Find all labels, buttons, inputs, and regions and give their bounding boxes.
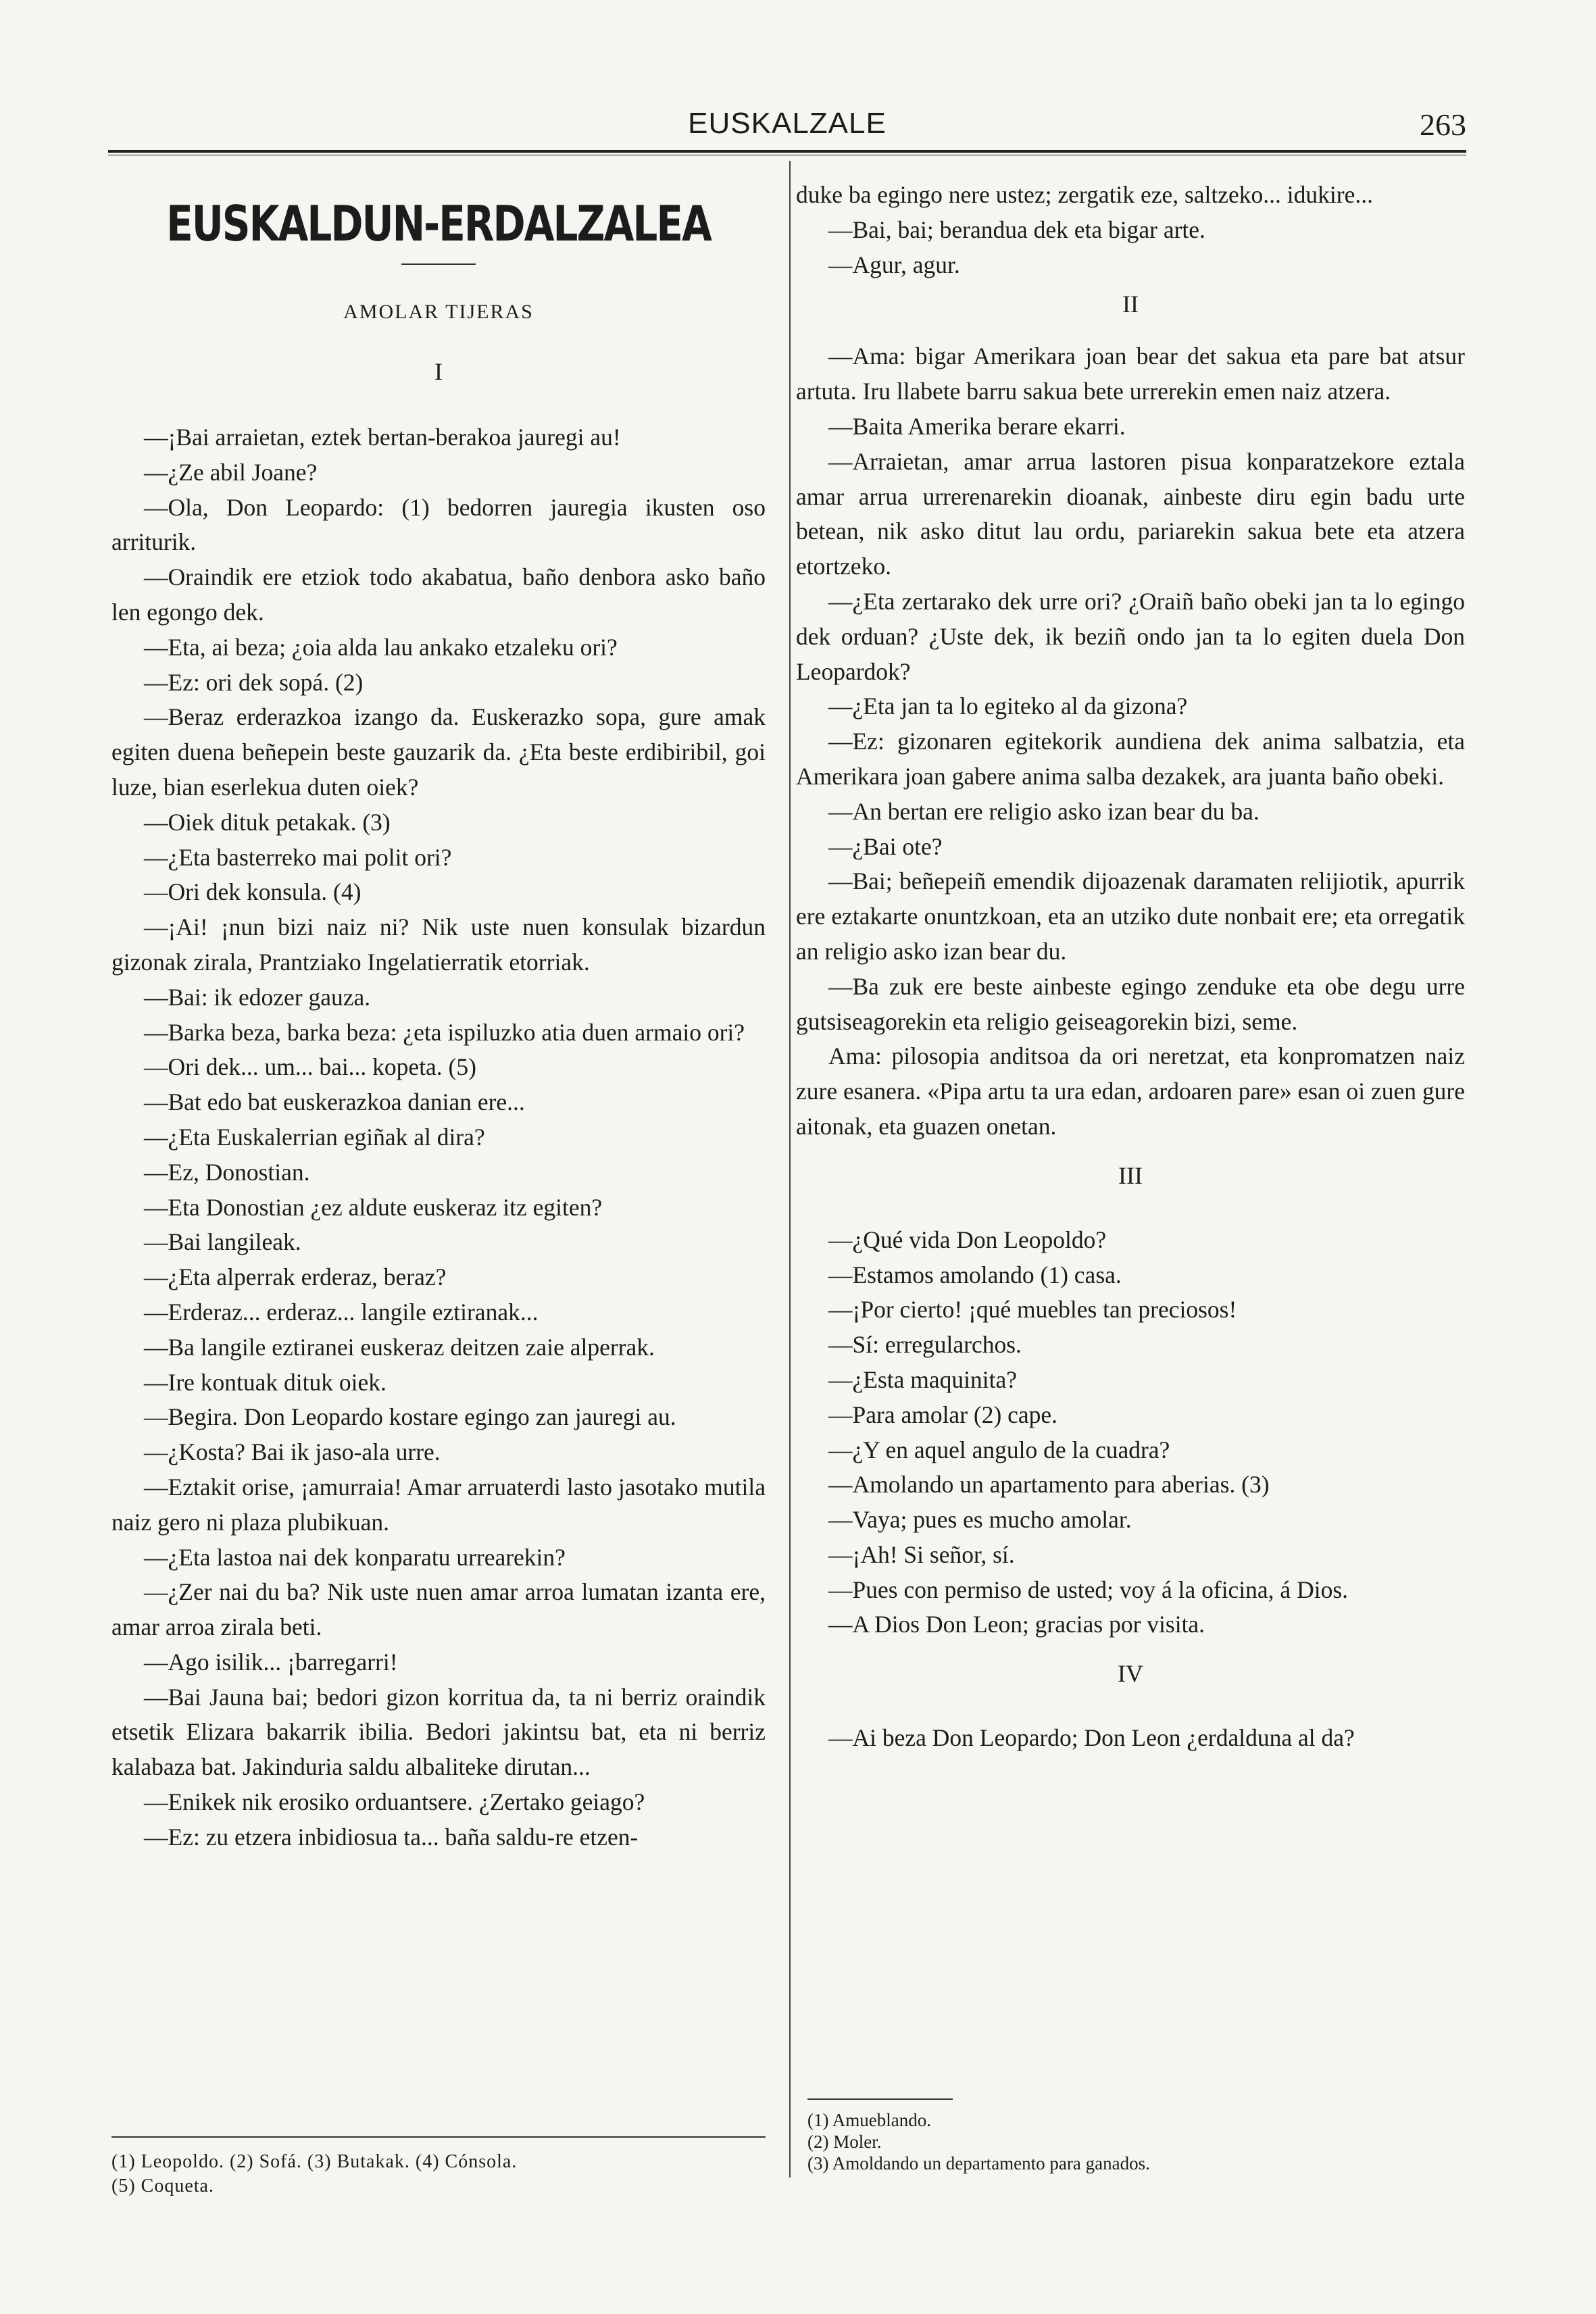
paragraph: —Bat edo bat euskerazkoa danian ere... (144, 1088, 525, 1116)
paragraph: —Eta Donostian ¿ez aldute euskeraz itz egiten? (144, 1193, 603, 1221)
paragraph: —¿Eta alperrak erderaz, beraz? (144, 1263, 447, 1291)
paragraph: —Eztakit orise, ¡amurraia! Amar arruaterdi lasto jasotako mutila naiz gero ni plaza plubikuan. (111, 1473, 766, 1536)
paragraph: —Amolando un apartamento para aberias. (3) (828, 1471, 1270, 1499)
paragraph: —¿Eta lastoa nai dek konparatu urrearekin? (144, 1543, 566, 1571)
paragraph: —¿Eta basterreko mai polit ori? (144, 843, 452, 871)
section-heading-2: II (1122, 291, 1139, 318)
left-paragraphs (111, 420, 766, 1855)
column-divider (789, 161, 791, 2178)
paragraph: —Barka beza, barka beza: ¿eta ispiluzko atia duen armaio ori? (144, 1018, 745, 1046)
left-footnotes (111, 2136, 766, 2198)
paragraph: —Ez: ori dek sopá. (2) (144, 668, 364, 696)
right-paragraphs-1 (796, 178, 1465, 282)
footnote-rule (807, 2098, 953, 2100)
paragraph: —Pues con permiso de usted; voy á la oficina, á Dios. (828, 1576, 1349, 1603)
right-paragraphs-3 (796, 1223, 1465, 1643)
section-heading-1: I (434, 358, 443, 385)
page-number: 263 (1420, 107, 1466, 142)
paragraph: —¿Eta zertarako dek urre ori? ¿Oraiñ baño obeki jan ta lo egingo dek orduan? ¿Uste dek, ik beziñ ondo jan ta lo egiten duela Don Leopardok? (796, 587, 1465, 685)
paragraph: —Erderaz... erderaz... langile eztiranak... (144, 1298, 539, 1326)
title-rule (401, 263, 476, 265)
paragraph: —¿Eta jan ta lo egiteko al da gizona? (828, 693, 1188, 720)
section-heading-4: IV (1118, 1660, 1143, 1688)
paragraph: —Ez: zu etzera inbidiosua ta... baña saldu-re etzen- (144, 1823, 639, 1851)
footnote-line: (3) Amoldando un departamento para ganados. (807, 2153, 1150, 2173)
paragraph: —Para amolar (2) cape. (828, 1401, 1058, 1428)
paragraph: —Oraindik ere etziok todo akabatua, baño denbora asko baño len egongo dek. (111, 563, 766, 626)
paragraph: —Beraz erderazkoa izango da. Euskerazko sopa, gure amak egiten duena beñepein beste gauzarik da. ¿Eta beste erdibiribil, goi luze, bian eserlekua duten oiek? (111, 703, 766, 801)
right-paragraphs-2 (796, 339, 1465, 1144)
paragraph: —¡Por cierto! ¡qué muebles tan preciosos! (828, 1296, 1237, 1324)
paragraph: —Ago isilik... ¡barregarri! (144, 1648, 398, 1676)
paragraph: —Oiek dituk petakak. (3) (144, 808, 391, 836)
paragraph: —Estamos amolando (1) casa. (828, 1261, 1122, 1288)
paragraph: —Ire kontuak dituk oiek. (144, 1368, 386, 1396)
footnote-line: (1) Amueblando. (807, 2110, 931, 2130)
byline: AMOLAR TIJERAS (343, 301, 534, 323)
paragraph: —¿Y en aquel angulo de la cuadra? (828, 1436, 1170, 1463)
paragraph: —¡Ah! Si señor, sí. (828, 1540, 1015, 1568)
paragraph: —Arraietan, amar arrua lastoren pisua konparatzekore eztala amar arrua urrerenarekin dioanak, ainbeste diru egin badu urte betean, nik asko ditut lau ordu, pariarekin sakua bete eta atzera etortzeko. (796, 447, 1465, 580)
paragraph: —Baita Amerika berare ekarri. (828, 412, 1126, 440)
left-column (111, 182, 766, 1855)
paragraph: —Ori dek... um... bai... kopeta. (5) (144, 1053, 476, 1081)
right-paragraphs-4 (796, 1721, 1465, 1756)
paragraph: duke ba egingo nere ustez; zergatik eze, saltzeko... idukire... (796, 181, 1373, 208)
paragraph: —A Dios Don Leon; gracias por visita. (828, 1611, 1205, 1638)
paragraph: —Ori dek konsula. (4) (144, 878, 361, 906)
running-title: EUSKALZALE (688, 107, 887, 140)
page-header (108, 107, 1466, 147)
paragraph: —Begira. Don Leopardo kostare egingo zan jauregi au. (144, 1403, 676, 1431)
footnote-line: (5) Coqueta. (111, 2175, 214, 2196)
paragraph: —Ba langile eztiranei euskeraz deitzen zaie alperrak. (144, 1333, 655, 1361)
paragraph: —¿Kosta? Bai ik jaso-ala urre. (144, 1438, 441, 1466)
paragraph: —Bai, bai; berandua dek eta bigar arte. (828, 216, 1205, 243)
paragraph: —Bai Jauna bai; bedori gizon korritua da, ta ni berriz oraindik etsetik Elizara bakarrik ibilia. Bedori jakintsu bat, eta ni berriz kalabaza bat. Jakinduria saldu albaliteke dirutan... (111, 1683, 766, 1781)
paragraph: —Enikek nik erosiko orduantsere. ¿Zertako geiago? (144, 1788, 645, 1816)
section-heading-3: III (1118, 1161, 1143, 1189)
paragraph: —Ez, Donostian. (144, 1158, 310, 1186)
paragraph: —Sí: erregularchos. (828, 1331, 1022, 1359)
paragraph: —¿Qué vida Don Leopoldo? (828, 1226, 1107, 1253)
paragraph: —¿Ze abil Joane? (144, 458, 318, 486)
footnote-line: (2) Moler. (807, 2132, 882, 2152)
right-footnotes (807, 2098, 1213, 2174)
paragraph: —Bai: ik edozer gauza. (144, 983, 371, 1011)
right-column (796, 178, 1465, 1756)
paragraph: —Ez: gizonaren egitekorik aundiena dek anima salbatzia, eta Amerikara joan gabere anima salba dezakek, ara juanta baño obeki. (796, 728, 1465, 790)
paragraph: —Eta, ai beza; ¿oia alda lau ankako etzaleku ori? (144, 633, 618, 661)
header-rule (108, 150, 1466, 155)
paragraph: —Ola, Don Leopardo: (1) bedorren jauregia ikusten oso arriturik. (111, 493, 766, 556)
article-title: EUSKALDUN-ERDALZALEA (166, 195, 711, 253)
paragraph: —Ai beza Don Leopardo; Don Leon ¿erdalduna al da? (828, 1724, 1355, 1752)
paragraph: —¿Esta maquinita? (828, 1365, 1017, 1393)
paragraph: —An bertan ere religio asko izan bear du ba. (828, 797, 1260, 825)
paragraph: —Ama: bigar Amerikara joan bear det sakua eta pare bat atsur artuta. Iru llabete barru sakua bete urrerekin emen naiz atzera. (796, 343, 1465, 405)
paragraph: —Vaya; pues es mucho amolar. (828, 1506, 1132, 1534)
paragraph: —¿Bai ote? (828, 832, 943, 860)
paragraph: —¡Ai! ¡nun bizi naiz ni? Nik uste nuen konsulak bizardun gizonak zirala, Prantziako Ingelatierratik etorriak. (111, 913, 766, 976)
paragraph: —Bai; beñepeiñ emendik dijoazenak daramaten relijiotik, apurrik ere eztakarte onuntzkoan, eta an utziko dute nonbait ere; eta orregatik an religio asko izan bear du. (796, 867, 1465, 965)
paragraph: —Agur, agur. (828, 251, 960, 278)
paragraph: —¡Bai arraietan, eztek bertan-berakoa jauregi au! (144, 424, 621, 451)
paragraph: —Ba zuk ere beste ainbeste egingo zenduke eta obe degu urre gutsiseagorekin eta religio geiseagorekin bizi, seme. (796, 972, 1465, 1035)
paragraph: —¿Eta Euskalerrian egiñak al dira? (144, 1123, 485, 1151)
paragraph: —Bai langileak. (144, 1228, 301, 1256)
paragraph: —¿Zer nai du ba? Nik uste nuen amar arroa lumatan izanta ere, amar arroa zirala beti. (111, 1578, 766, 1641)
paragraph: Ama: pilosopia anditsoa da ori neretzat, eta konpromatzen naiz zure esanera. «Pipa artu ta ura edan, ardoaren pare» esan oi zuen gure aitonak, eta guazen onetan. (796, 1042, 1465, 1140)
footnote-line: (1) Leopoldo. (2) Sofá. (3) Butakak. (4) Cónsola. (111, 2136, 766, 2174)
